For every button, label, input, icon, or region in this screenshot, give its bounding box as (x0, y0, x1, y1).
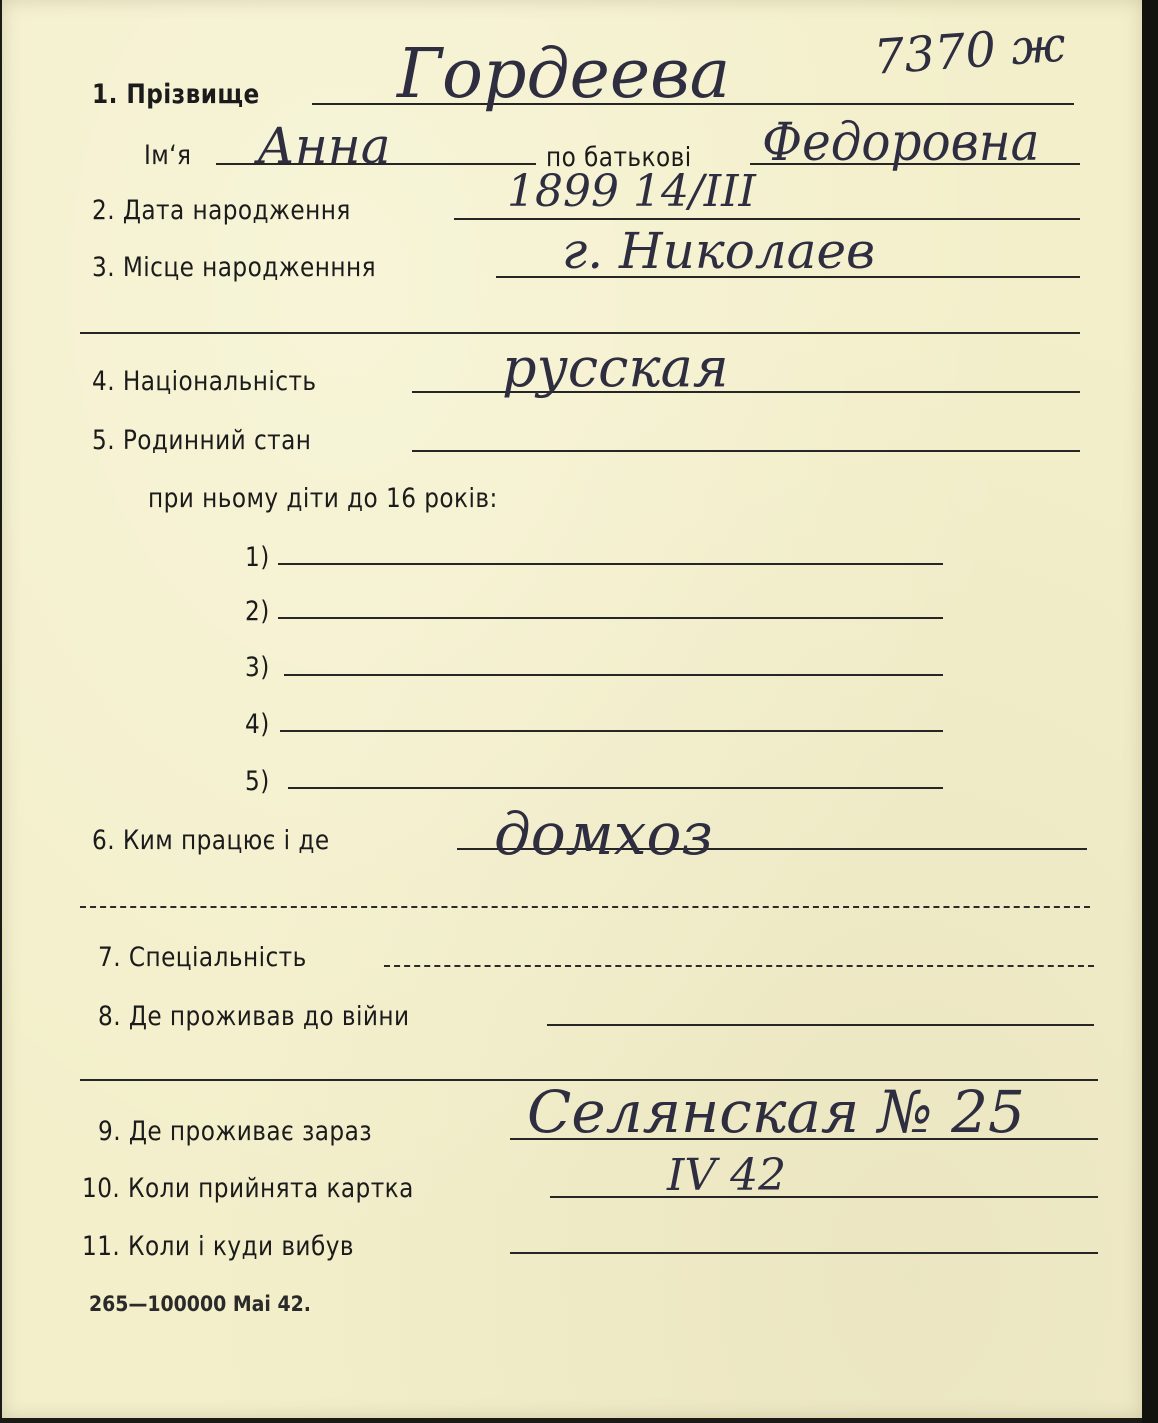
scan-edge (1142, 0, 1158, 1423)
registration-card (2, 0, 1142, 1418)
child-line-1[interactable] (278, 563, 943, 565)
child-item-3: 3) (245, 652, 270, 683)
surname-label: 1. Прізвище (92, 79, 260, 110)
prewar-residence-line[interactable] (547, 1024, 1094, 1026)
prewar-residence-label: 8. Де проживав до війни (98, 1001, 410, 1032)
specialty-label: 7. Спеціальність (98, 942, 307, 973)
birth-date-label: 2. Дата народження (92, 195, 351, 226)
children-label: при ньому діти до 16 років: (148, 483, 498, 514)
record-number: 7370 ж (872, 16, 1068, 86)
card-accepted-line (550, 1196, 1098, 1198)
current-residence-entry[interactable]: Селянская № 25 (527, 1078, 1025, 1146)
birth-place-line-2 (80, 332, 1080, 334)
child-item-2: 2) (245, 596, 270, 627)
marital-status-line (412, 450, 1080, 452)
surname-entry[interactable]: Гордеева (397, 35, 731, 114)
specialty-line[interactable] (384, 965, 1094, 967)
child-item-1: 1) (245, 542, 270, 573)
name-entry[interactable]: Анна (257, 117, 391, 175)
departed-label: 11. Коли і куди вибув (82, 1231, 355, 1262)
nationality-entry[interactable]: русская (502, 336, 729, 399)
current-residence-label: 9. Де проживає зараз (98, 1116, 373, 1147)
work-entry[interactable]: домхоз (494, 800, 714, 868)
patronymic-label: по батькові (546, 142, 692, 173)
child-line-3[interactable] (284, 674, 943, 676)
card-accepted-label: 10. Коли прийнята картка (82, 1173, 414, 1204)
birth-date-entry[interactable]: 1899 14/III (507, 166, 756, 217)
work-label: 6. Ким працює і де (92, 825, 330, 856)
name-label: Ім‘я (144, 140, 192, 171)
nationality-label: 4. Національність (92, 366, 317, 397)
birth-date-line (454, 218, 1080, 220)
work-line-2 (80, 906, 1090, 908)
departed-line[interactable] (510, 1252, 1098, 1254)
child-line-5[interactable] (288, 787, 943, 789)
card-accepted-entry[interactable]: IV 42 (667, 1150, 787, 1201)
child-item-5: 5) (245, 766, 270, 797)
child-line-4[interactable] (280, 730, 943, 732)
birth-place-label: 3. Місце народженння (92, 252, 376, 283)
patronymic-entry[interactable]: Федоровна (762, 113, 1040, 173)
child-line-2[interactable] (278, 617, 943, 619)
birth-place-entry[interactable]: г. Николаев (562, 222, 876, 280)
child-item-4: 4) (245, 709, 270, 740)
print-code: 265—100000 Mai 42. (89, 1292, 311, 1316)
marital-status-label: 5. Родинний стан (92, 425, 312, 456)
